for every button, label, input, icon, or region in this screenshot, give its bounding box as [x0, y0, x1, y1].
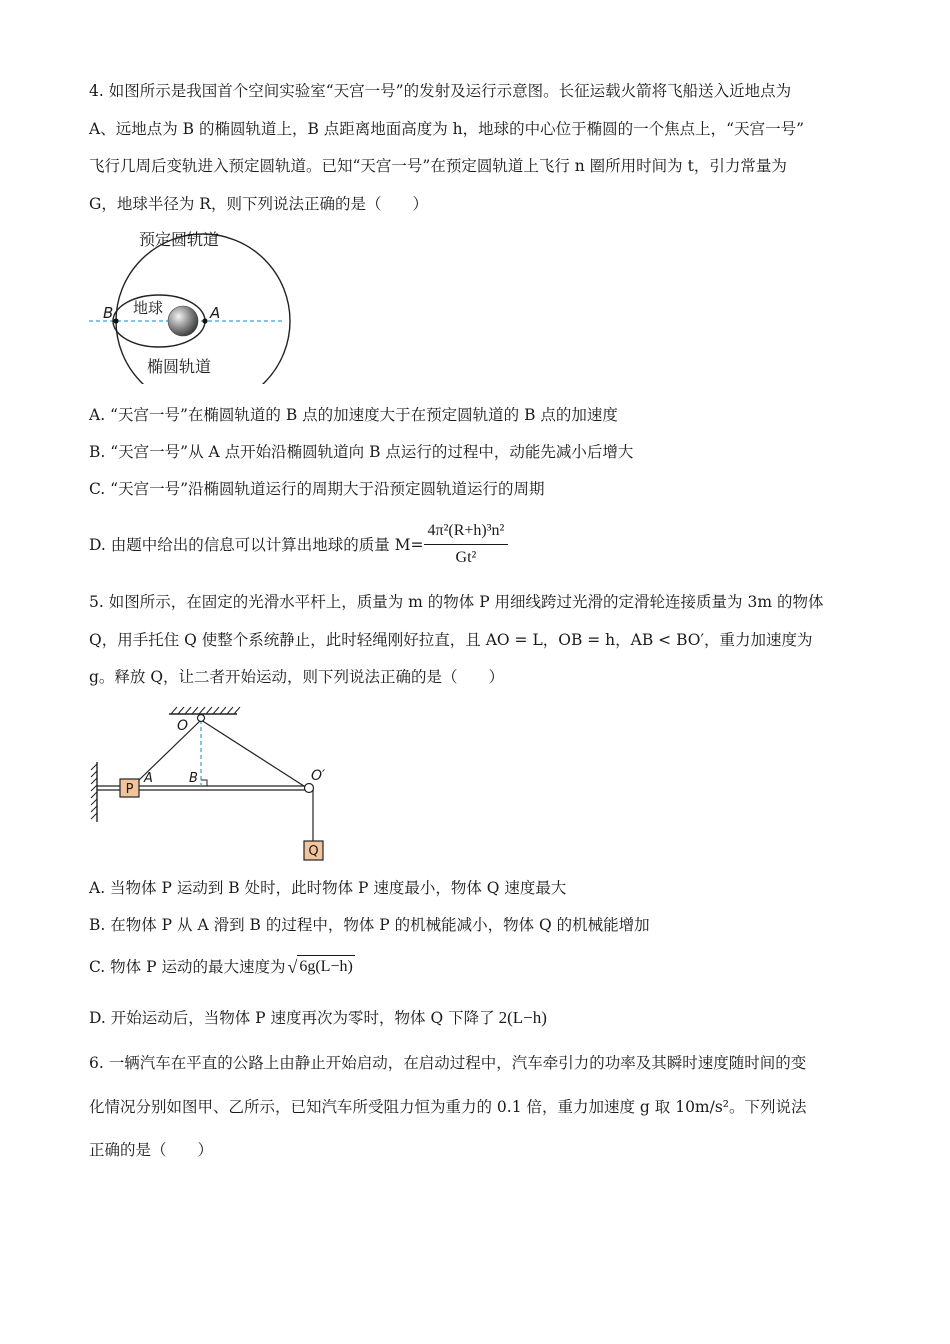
block-P-label: P: [125, 782, 134, 797]
sqrt-sign: √: [287, 956, 298, 977]
pulley-O-prime: [305, 784, 314, 793]
q4-option-b: B. “天宫一号”从 A 点开始沿椭圆轨道向 B 点运行的过程中，动能先减小后增大: [89, 443, 634, 461]
label-A: A: [144, 771, 153, 786]
fixed-pulley-O: [198, 715, 205, 722]
ceiling-hatch: [171, 707, 240, 714]
q5-option-c: [89, 955, 355, 978]
q4-option-a: A. “天宫一号”在椭圆轨道的 B 点的加速度大于在预定圆轨道的 B 点的加速度: [89, 406, 618, 424]
mass-formula: [424, 520, 509, 569]
mass-formula-denominator: Gt²: [455, 549, 477, 566]
q4-option-c: C. “天宫一号”沿椭圆轨道运行的周期大于沿预定圆轨道运行的周期: [89, 480, 545, 498]
q5-line-1: 5. 如图所示，在固定的光滑水平杆上，质量为 m 的物体 P 用细线跨过光滑的定滑轮连接质量为 3m 的物体: [89, 593, 824, 611]
q4-option-d: [89, 520, 508, 569]
earth-label: 地球: [133, 299, 164, 317]
q6-line-2: 化情况分别如图甲、乙所示，已知汽车所受阻力恒为重力的 0.1 倍，重力加速度 g 取 10m/s²。下列说法: [89, 1098, 807, 1116]
label-O-prime: O′: [311, 768, 326, 784]
q5-line-2: Q，用手托住 Q 使整个系统静止，此时轻绳刚好拉直，且 AO = L，OB = h，AB < BO′，重力加速度为: [89, 631, 813, 649]
wall-hatch: [91, 764, 97, 819]
circle-orbit-label: 预定圆轨道: [139, 230, 220, 249]
right-angle-mark: [201, 780, 207, 786]
q4-option-d-text: D. 由题中给出的信息可以计算出地球的质量 M=: [89, 535, 424, 554]
block-Q-label: Q: [308, 844, 319, 859]
q6-line-1: 6. 一辆汽车在平直的公路上由静止开始启动，在启动过程中，汽车牵引力的功率及其瞬时速度随时间的变: [89, 1054, 807, 1072]
max-speed-expression: 6g(L−h): [297, 955, 354, 978]
q5-option-b: B. 在物体 P 从 A 滑到 B 的过程中，物体 P 的机械能减小，物体 Q 的机械能增加: [89, 916, 650, 934]
q4-line-4: G，地球半径为 R，则下列说法正确的是（ ）: [89, 195, 428, 213]
q6-line-3: 正确的是（ ）: [89, 1141, 214, 1159]
mass-formula-numerator: 4π²(R+h)³n²: [424, 520, 509, 545]
q5-option-d: [89, 1007, 547, 1029]
q4-line-1: 4. 如图所示是我国首个空间实验室“天宫一号”的发射及运行示意图。长征运载火箭将飞船送入近地点为: [89, 82, 792, 100]
label-A: A: [210, 304, 221, 322]
q4-line-2: A、远地点为 B 的椭圆轨道上，B 点距离地面高度为 h，地球的中心位于椭圆的一个焦点上，“天宫一号”: [89, 120, 805, 138]
label-B: B: [189, 771, 198, 786]
point-B: [113, 318, 118, 323]
orbit-figure: [85, 224, 295, 384]
q5-line-3: g。释放 Q，让二者开始运动，则下列说法正确的是（ ）: [89, 668, 505, 686]
string-OO-prime: [201, 720, 307, 788]
q5-option-a: A. 当物体 P 运动到 B 处时，此时物体 P 速度最小，物体 Q 速度最大: [89, 879, 567, 897]
earth: [168, 306, 198, 336]
point-A: [202, 318, 207, 323]
q5-option-d-text: D. 开始运动后，当物体 P 速度再次为零时，物体 Q 下降了: [89, 1009, 495, 1027]
label-O: O: [177, 718, 189, 734]
descent-expression: 2(L−h): [498, 1008, 547, 1027]
pulley-figure: [85, 700, 345, 868]
ellipse-orbit-label: 椭圆轨道: [147, 357, 212, 376]
q4-line-3: 飞行几周后变轨进入预定圆轨道。已知“天宫一号”在预定圆轨道上飞行 n 圈所用时间为 t，引力常量为: [89, 157, 787, 175]
label-B: B: [103, 304, 114, 322]
q5-option-c-text: C. 物体 P 运动的最大速度为: [89, 957, 286, 976]
